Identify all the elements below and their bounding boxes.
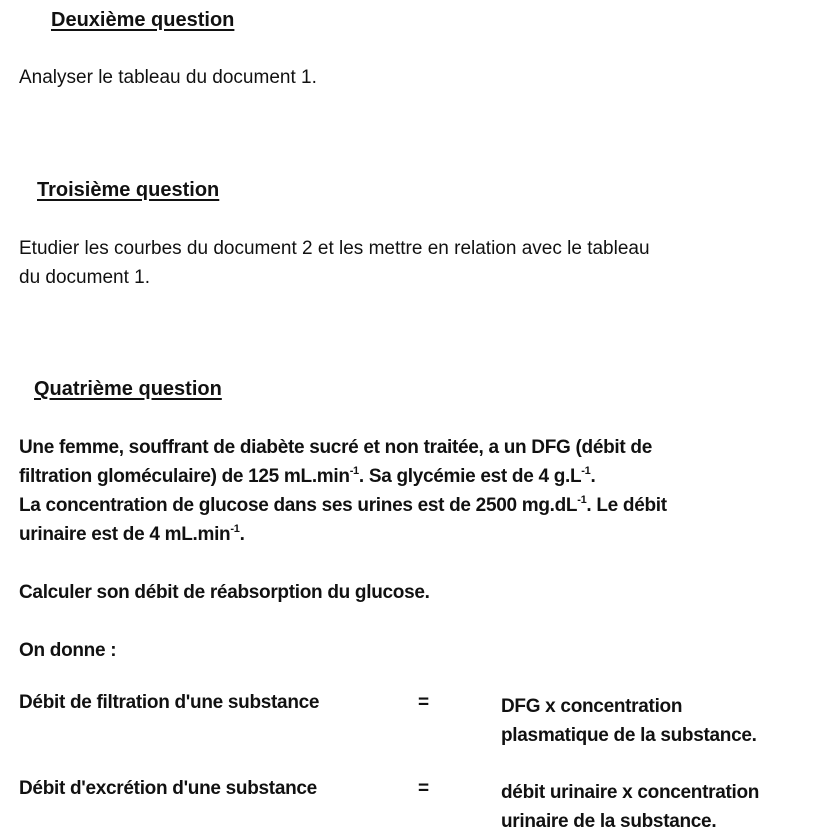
formula-filtration bbox=[19, 692, 809, 752]
q4-instruction: Calculer son débit de réabsorption du glucose. bbox=[19, 582, 430, 603]
formula-filtration-right: DFG x concentration plasmatique de la substance. bbox=[501, 696, 757, 746]
formula-filtration-equals: = bbox=[418, 692, 429, 713]
heading-q3: Troisième question bbox=[37, 179, 220, 201]
heading-q4: Quatrième question bbox=[34, 378, 222, 400]
q4-line1: Une femme, souffrant de diabète sucré et non traitée, a un DFG (débit de bbox=[19, 437, 652, 458]
q3-text-line1: Etudier les courbes du document 2 et les mettre en relation avec le tableau bbox=[19, 238, 650, 259]
q4-given: On donne : bbox=[19, 640, 117, 661]
q4-statement bbox=[19, 433, 809, 549]
formula-excretion-equals: = bbox=[418, 778, 429, 799]
formula-excretion-right: débit urinaire x concentration urinaire de la substance. bbox=[501, 782, 760, 832]
formula-filtration-left: Débit de filtration d'une substance bbox=[19, 692, 320, 713]
formula-excretion bbox=[19, 778, 809, 838]
heading-q2: Deuxième question bbox=[51, 9, 235, 31]
q3-text-line2: du document 1. bbox=[19, 267, 150, 288]
q4-line4: urinaire est de 4 $mL.\min^{-1}$. bbox=[19, 523, 245, 545]
formula-excretion-left: Débit d'excrétion d'une substance bbox=[19, 778, 317, 799]
q4-line3: La concentration de glucose dans ses urines est de 2500 $mg.dL^{-1}$. Le débit bbox=[19, 494, 667, 516]
q3-text bbox=[19, 234, 809, 292]
q4-line2: filtration gloméculaire) de 125 $mL.\min^{-1}$. Sa glycémie est de 4 $g.L^{-1}$. bbox=[19, 465, 596, 487]
q2-text: Analyser le tableau du document 1. bbox=[19, 67, 317, 88]
